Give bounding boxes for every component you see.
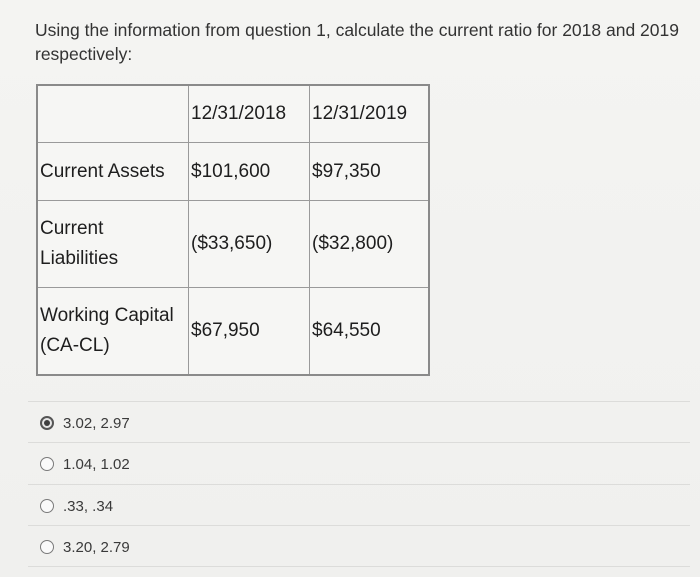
row-label: Working Capital (CA-CL)	[37, 288, 189, 376]
table-header-cell: 12/31/2018	[189, 85, 310, 143]
radio-button-icon[interactable]	[40, 540, 54, 554]
radio-button-icon[interactable]	[40, 457, 54, 471]
radio-button-icon[interactable]	[40, 416, 54, 430]
value-2018: $101,600	[189, 143, 310, 201]
answer-option[interactable]	[40, 444, 690, 484]
table-row	[37, 143, 429, 201]
answer-option[interactable]	[40, 486, 690, 526]
option-label: 3.20, 2.79	[63, 538, 130, 556]
divider	[28, 401, 690, 402]
answer-option[interactable]	[40, 403, 690, 443]
question-text: Using the information from question 1, calculate the current ratio for 2018 and 2019 respectively:	[35, 20, 679, 64]
option-label: .33, .34	[63, 497, 114, 515]
financial-table	[36, 84, 430, 376]
option-label: 3.02, 2.97	[63, 414, 130, 432]
row-label: Current Liabilities	[37, 201, 189, 288]
value-2018: ($33,650)	[189, 201, 310, 288]
table-header-cell	[37, 85, 189, 143]
radio-button-icon[interactable]	[40, 499, 54, 513]
table-row	[37, 288, 429, 376]
value-2019: $64,550	[310, 288, 430, 376]
value-2019: ($32,800)	[310, 201, 430, 288]
answer-option[interactable]	[40, 527, 690, 567]
value-2018: $67,950	[189, 288, 310, 376]
table-header-cell: 12/31/2019	[310, 85, 430, 143]
value-2019: $97,350	[310, 143, 430, 201]
option-label: 1.04, 1.02	[63, 455, 130, 473]
table-header-row	[37, 85, 429, 143]
row-label: Current Assets	[37, 143, 189, 201]
divider	[28, 484, 690, 485]
table-row	[37, 201, 429, 288]
